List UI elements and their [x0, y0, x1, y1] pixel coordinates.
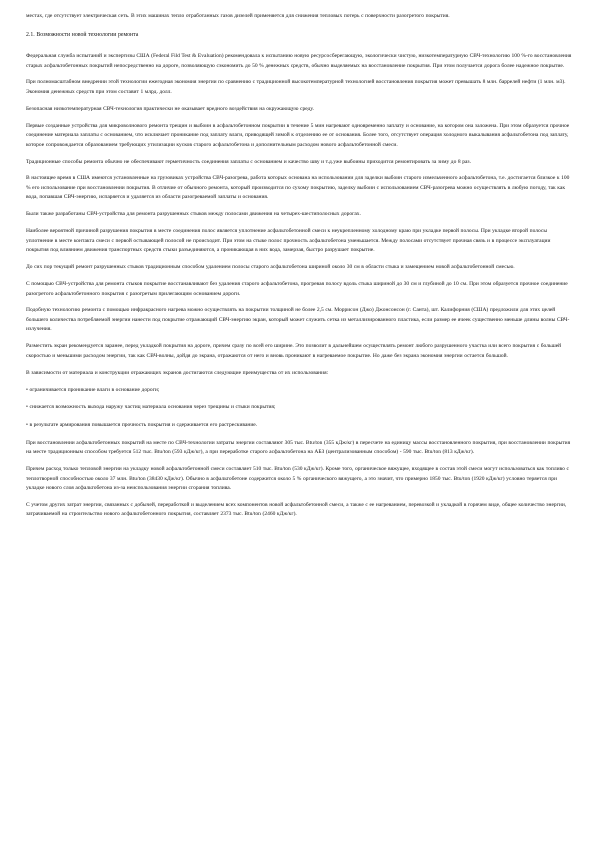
- paragraph-continuation: местах, где отсутствует электрическая сеть. В этих машинах тепло отработанных газов дизелей применяется для снижения тепловых потерь с поверхности разогретого покрытия.: [26, 13, 450, 19]
- paragraph: При полномасштабном внедрении этой технологии ежегодная экономия энергии по сравнению с традиционной высокотемпературной технологией восстановления покрытия может превышать 8 млн. баррелей нефти (1 млн. м3). Экономия денежных средств при этом составит 1 млрд. долл.: [26, 79, 566, 95]
- paragraph: С помощью СВЧ-устройства для ремонта стыков покрытие восстанавливают без удаления старого асфальтобетона, прогревая полосу вдоль стыка шириной до 30 см и глубиной до 10 см. При этом образуется прочное соединение разогретого асфальтобетонного покрытия с разогретым прилегающим основанием дороги.: [26, 281, 568, 297]
- bullet-item: • в результате армирования повышается прочность покрытия и сдерживается его растрескивание.: [26, 421, 258, 428]
- bullet-item: • снижается возможность выхода наружу частиц материала основания через трещины и стыки покрытия;: [26, 404, 276, 411]
- paragraph: Федеральная служба испытаний и экспертизы США (Federal Fild Test & Evaluation) рекомендовала к испытанию новую ресурсосберегающую, экологически чистую, низкотемпературную СВЧ-технологию 100 %-го восстановления старых асфальтобетонных покрытий непосредственно на дороге, позволяющую сэкономить до 50 % денежных средств, обычно выделяемых на восстановление покрытия. При этом получается дорога более надежное покрытие.: [26, 53, 572, 69]
- paragraph: В зависимости от материала и конструкции отражающих экранов достигаются следующие преимущества от их использования:: [26, 369, 329, 376]
- paragraph: Традиционные способы ремонта обычно не обеспечивают герметичность соединения заплаты с основанием и качество шву и т.д.уже выбоины приходится ремонтировать за зиму до 8 раз.: [26, 158, 471, 165]
- paragraph: Подобную технологию ремонта с помощью инфракрасного нагрева можно осуществлять на покрытии толщиной не более 2,5 см. Моррисон (Джо) Джонсонсон (г. Санта), шт. Калифорния (США) предложили для этих целей большего количества потребляемой энергии нанести под покрытие отражающий СВЧ-энергию экран, который может служить сетка из металлизированного пластика, если размер ее ячеек существенно меньше длины волны СВЧ-излучения.: [26, 307, 570, 333]
- paragraph: В настоящее время в США имеются установленные на грузовиках устройства СВЧ-разогрева, работа которых основана на использовании для заделки выбоин старого измельченного асфальтобетона, т.е. достигается близкое к 100 % его использование при восстановлении покрытия. В отличие от обычного ремонта, который производится по сухому покрытию, заделку выбоин с использованием СВЧ-разогрева можно осуществлять в любую погоду, так как вода, попавшая СВЧ-энергию, испаряется и удаляется из области разогреваемой заплаты и основания.: [26, 175, 570, 201]
- paragraph: Причем расход только тепловой энергии на укладку новой асфальтобетонной смеси составляет 510 тыс. Btu/ton (530 кДж/кг). Кроме того, органическое вяжущее, входящее в состав этой смеси могут использоваться как топливо с теплотворной способностью около 37 млн. Btu/ton (38430 кДж/кг). Обычно в асфальтобетоне содержится около 5 % органического вяжущего, а это значит, что примерно 1850 тыс. Btu/ton (1920 кДж/кг) условно теряется при укладке нового слоя асфальтобетона из-за неиспользования энергии сгорания топлива.: [26, 466, 569, 492]
- paragraph: С учетом других затрат энергии, связанных с добычей, переработкой и выделением всех компонентов новой асфальтобетонной смеси, а также с ее нагреванием, перевозкой и укладкой в горячем виде, общее количество энергии, затрачиваемой на строительство нового асфальтобетонного покрытия, составляет 2373 тыс. Btu/ton (2460 кДж/кг).: [26, 501, 567, 518]
- paragraph: Разместить экран рекомендуется заранее, перед укладкой покрытия на дороге, причем сразу по всей его ширине. Это позволит в дальнейшем осуществлять ремонт любого разрушенного участка или всего покрытия с большей скоростью и меньшими расходом энергии, так как СВЧ-волны, дойдя до экрана, отражаются от него и вновь проникают в нагреваемое покрытие. Но даже без экрана экономия энергии остается большой.: [26, 343, 562, 359]
- section-heading: 2.1. Возможности новой технологии ремонта: [26, 31, 139, 38]
- bullet-item: • ограничивается проникание влаги в основание дороги;: [26, 386, 160, 393]
- paragraph: Были также разработаны СВЧ-устройства для ремонта разрушенных стыков между полосами движения на четырех-шестиполосных дорогах.: [26, 211, 361, 218]
- paragraph: При восстановлении асфальтобетонных покрытий на месте по СВЧ-технологии затраты энергии составляют 305 тыс. Btu/ton (355 кДж/кг) в пересчете на единицу массы восстановленного покрытия, при восстановлении покрытия на месте традиционным способом требуется 512 тыс. Btu/ton (593 кДж/кг), а при переработке старого асфальтобетона на АБЗ (централизованным способом) - 590 тыс. Btu/ton (813 кДж/кг).: [26, 439, 571, 456]
- paragraph: Первые созданные устройства для микроволнового ремонта трещин и выбоин в асфальтобетонном покрытии в течение 5 мин нагревают одновременно заплату и основание, на котором она заложена. При этом образуется прочное соединение материала заплаты с основанием, что исключает проникание под заплату влаги, приводящей зимой к отделению ее от основания. Более того, отсутствует операция холодного выкалывания асфальтобетона под заплату, которое сопровождается образованием требующих утилизации кусков старого асфальтобетона и дополнительным расходом нового асфальтобетонной смеси.: [26, 122, 570, 148]
- paragraph: До сих пор текущий ремонт разрушенных стыков традиционным способом удалением полосы старого асфальтобетона шириной около 30 см в области стыка и замещением новой асфальтобетонной смесью.: [26, 264, 515, 271]
- paragraph: Наиболее вероятной причиной разрушения покрытия в месте соединения полос является уплотнение асфальтобетонной смеси к неукрепленному холодному краю при укладке первой полосы. При укладке второй полосы уплотнение в месте контакта смеси с первой остывающей полосой не происходит. При этом на стыке полос прочность асфальтобетона уменьшается. Между полосами отсутствует прочная связь и в процессе эксплуатации покрытия под влиянием движения транспортных средств стыки разъединяются, а проникающая в них вода, замерзая, быстро разрушает покрытие.: [26, 228, 551, 254]
- paragraph: Безопасная низкотемпературная СВЧ-технология практически не оказывает вредного воздействия на окружающую среду.: [26, 105, 314, 112]
